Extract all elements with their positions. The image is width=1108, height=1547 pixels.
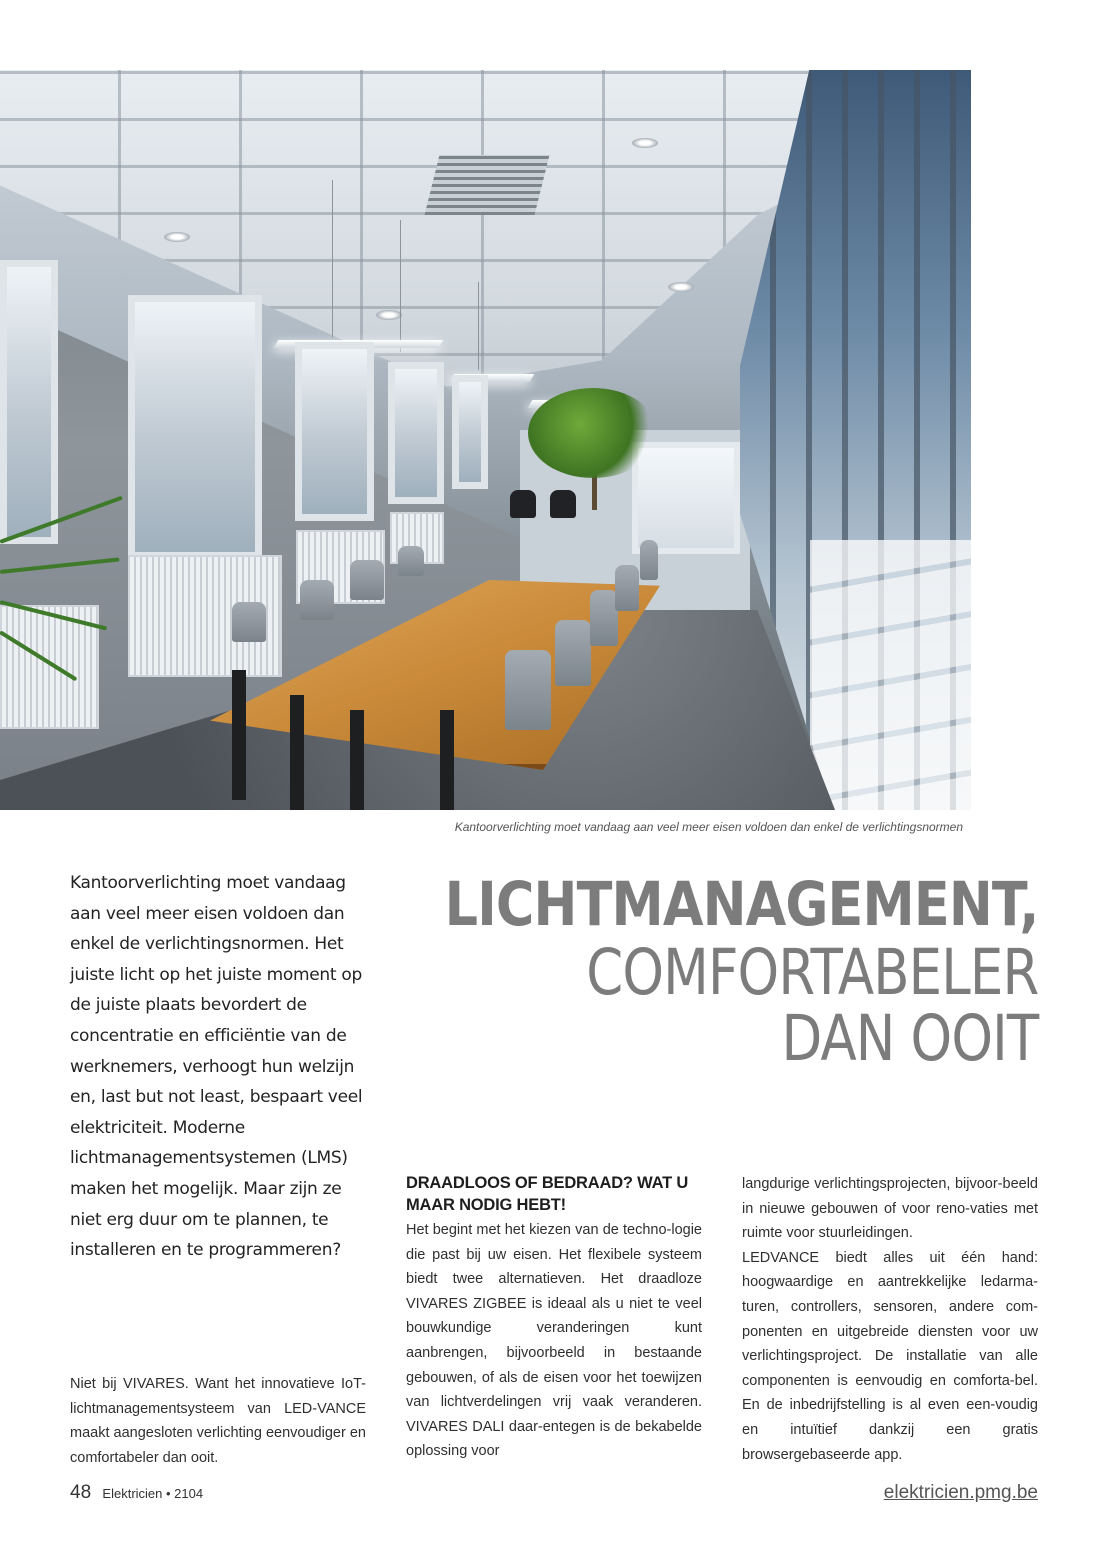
window xyxy=(0,260,58,544)
chair xyxy=(510,490,536,518)
table-leg xyxy=(290,695,304,810)
hero-photo xyxy=(0,70,971,810)
downlight xyxy=(164,232,190,242)
pendant-wire xyxy=(332,180,333,338)
body-column-3 xyxy=(742,1172,1038,1467)
frosted-glass xyxy=(810,540,971,810)
chair xyxy=(640,540,658,580)
window xyxy=(388,362,444,504)
chair xyxy=(300,580,334,620)
window xyxy=(295,342,374,521)
ceiling-vent xyxy=(425,155,550,215)
magazine-issue: Elektricien • 2104 xyxy=(102,1486,204,1501)
section-heading: DRAADLOOS OF BEDRAAD? WAT U MAAR NODIG HEBT! xyxy=(406,1174,689,1214)
chair xyxy=(350,560,384,600)
chair xyxy=(398,546,424,576)
body-paragraph: langdurige verlichtingsprojecten, bijvoor-beeld in nieuwe gebouwen of voor reno-vaties met ruimte voor stuurleidingen. xyxy=(742,1176,1038,1242)
chair xyxy=(232,602,266,642)
body-column-2 xyxy=(406,1172,702,1464)
page-folio xyxy=(70,1482,203,1504)
chair xyxy=(615,565,639,611)
body-paragraph: Het begint met het kiezen van de techno-logie die past bij uw eisen. Het flexibele systeem biedt twee alternatieven. Het draadloze VIVARES ZIGBEE is ideaal als u niet te veel bouwkundige veranderingen kunt aanbrengen, bijvoorbeeld in bestaande gebouwen, of als de eisen voor het toewijzen van lichtverdelingen vrij vaak veranderen. VIVARES DALI daar-entegen is de bekabelde oplossing voor xyxy=(406,1222,702,1460)
body-paragraph: LEDVANCE biedt alles uit één hand: hoogwaardige en aantrekkelijke ledarma-turen, controllers, sensoren, andere com-ponenten en uitgebreide diensten voor uw verlichtingsproject. De installatie van alle componenten is eenvoudig en comforta-bel. En de inbedrijfstelling is al even een-voudig en intuïtief dankzij een gratis browsergebaseerde app. xyxy=(742,1249,1038,1463)
page-number: 48 xyxy=(70,1482,92,1503)
body-paragraph: Niet bij VIVARES. Want het innovatieve IoT-lichtmanagementsysteem van LED-VANCE maakt aangesloten verlichting eenvoudiger en comfortabeler dan ooit. xyxy=(70,1376,366,1466)
body-column-1 xyxy=(70,1372,366,1470)
website-link[interactable]: elektricien.pmg.be xyxy=(883,1482,1038,1503)
chair xyxy=(555,620,591,686)
chair xyxy=(590,590,618,646)
potted-tree xyxy=(528,388,658,478)
title-line-2: COMFORTABELER xyxy=(585,936,1038,1009)
table-leg xyxy=(440,710,454,810)
downlight xyxy=(632,138,658,148)
downlight xyxy=(376,310,402,320)
intro-paragraph: Kantoorverlichting moet vandaag aan veel meer eisen voldoen dan enkel de verlichtingsnormen. Het juiste licht op het juiste moment op de juiste plaats bevordert de concentratie en efficiëntie van de werknemers, verhoogt hun welzijn en, last but not least, bespaart veel elektriciteit. Moderne lichtmanagementsystemen (LMS) maken het mogelijk. Maar zijn ze niet erg duur om te plannen, te installeren en te programmeren? xyxy=(70,873,363,1261)
article-title xyxy=(348,869,1038,1075)
window xyxy=(128,295,262,559)
downlight xyxy=(668,282,694,292)
table-leg xyxy=(350,710,364,810)
window xyxy=(452,375,488,489)
photo-caption: Kantoorverlichting moet vandaag aan veel meer eisen voldoen dan enkel de verlichtingsnormen xyxy=(454,820,963,834)
title-line-1: LICHTMANAGEMENT, xyxy=(444,869,1038,940)
pendant-wire xyxy=(478,282,479,370)
pendant-wire xyxy=(400,220,401,352)
table-leg xyxy=(232,670,246,800)
window xyxy=(632,442,740,554)
title-line-3: DAN OOIT xyxy=(781,1002,1038,1075)
chair xyxy=(550,490,576,518)
chair xyxy=(505,650,551,730)
